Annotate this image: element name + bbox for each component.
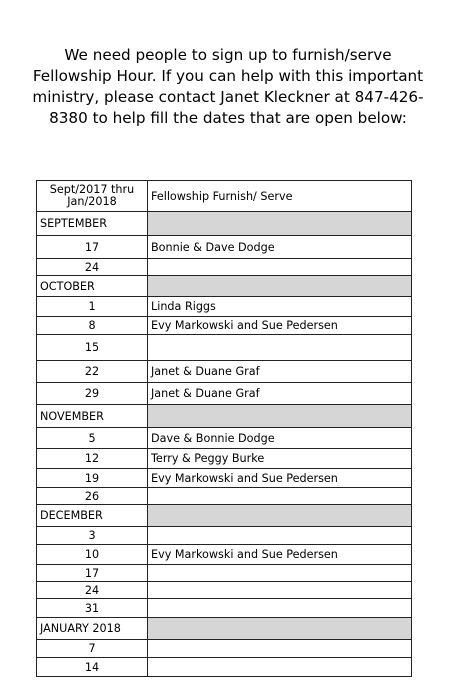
volunteer-cell[interactable]: Terry & Peggy Burke <box>148 449 412 469</box>
month-fill-cell <box>148 618 412 640</box>
month-label: OCTOBER <box>37 276 148 297</box>
table-row <box>37 469 412 488</box>
table-row <box>37 545 412 565</box>
date-cell: 24 <box>37 582 148 599</box>
date-cell: 24 <box>37 259 148 276</box>
date-cell: 7 <box>37 640 148 658</box>
table-row <box>37 361 412 383</box>
table-row <box>37 527 412 545</box>
date-cell: 1 <box>37 297 148 317</box>
table-row <box>37 488 412 505</box>
intro-paragraph <box>28 45 428 129</box>
table-row <box>37 640 412 658</box>
table-row <box>37 582 412 599</box>
volunteer-cell[interactable] <box>148 658 412 677</box>
month-row <box>37 405 412 428</box>
volunteer-cell[interactable] <box>148 640 412 658</box>
intro-line: 8380 to help fill the dates that are open below: <box>49 109 407 127</box>
date-cell: 12 <box>37 449 148 469</box>
table-row <box>37 259 412 276</box>
volunteer-cell[interactable]: Evy Markowski and Sue Pedersen <box>148 469 412 488</box>
month-label: DECEMBER <box>37 505 148 527</box>
table-row <box>37 565 412 582</box>
month-label: SEPTEMBER <box>37 212 148 236</box>
table-row <box>37 599 412 618</box>
volunteer-cell[interactable] <box>148 335 412 361</box>
volunteer-cell[interactable] <box>148 565 412 582</box>
volunteer-cell[interactable] <box>148 527 412 545</box>
table-row <box>37 317 412 335</box>
table-row <box>37 236 412 259</box>
date-cell: 22 <box>37 361 148 383</box>
volunteer-cell[interactable]: Bonnie & Dave Dodge <box>148 236 412 259</box>
date-cell: 26 <box>37 488 148 505</box>
date-cell: 3 <box>37 527 148 545</box>
table-row <box>37 383 412 405</box>
date-cell: 29 <box>37 383 148 405</box>
volunteer-cell[interactable]: Janet & Duane Graf <box>148 361 412 383</box>
date-cell: 15 <box>37 335 148 361</box>
date-cell: 8 <box>37 317 148 335</box>
signup-table <box>36 180 412 677</box>
date-header-line1: Sept/2017 thru <box>49 183 135 196</box>
date-cell: 19 <box>37 469 148 488</box>
volunteer-cell[interactable]: Janet & Duane Graf <box>148 383 412 405</box>
month-fill-cell <box>148 505 412 527</box>
month-row <box>37 276 412 297</box>
month-fill-cell <box>148 212 412 236</box>
table-row <box>37 449 412 469</box>
date-header-line2: Jan/2018 <box>67 195 117 208</box>
month-label: JANUARY 2018 <box>37 618 148 640</box>
volunteer-cell[interactable] <box>148 582 412 599</box>
volunteer-cell[interactable]: Linda Riggs <box>148 297 412 317</box>
month-row <box>37 618 412 640</box>
volunteer-cell[interactable]: Dave & Bonnie Dodge <box>148 428 412 449</box>
date-cell: 10 <box>37 545 148 565</box>
date-cell: 17 <box>37 565 148 582</box>
volunteer-cell[interactable] <box>148 259 412 276</box>
intro-line: Fellowship Hour. If you can help with this important <box>32 67 424 85</box>
month-row <box>37 212 412 236</box>
volunteer-cell[interactable] <box>148 488 412 505</box>
volunteer-cell[interactable] <box>148 599 412 618</box>
volunteer-cell[interactable]: Evy Markowski and Sue Pedersen <box>148 317 412 335</box>
table-row <box>37 658 412 677</box>
date-cell: 14 <box>37 658 148 677</box>
volunteer-cell[interactable]: Evy Markowski and Sue Pedersen <box>148 545 412 565</box>
date-cell: 17 <box>37 236 148 259</box>
month-fill-cell <box>148 276 412 297</box>
month-fill-cell <box>148 405 412 428</box>
table-body <box>37 212 412 677</box>
date-column-header <box>37 181 148 212</box>
table-row <box>37 335 412 361</box>
name-column-header: Fellowship Furnish/ Serve <box>148 181 412 212</box>
table-row <box>37 428 412 449</box>
month-row <box>37 505 412 527</box>
date-cell: 5 <box>37 428 148 449</box>
intro-line: ministry, please contact Janet Kleckner at 847-426- <box>32 88 424 106</box>
intro-line: We need people to sign up to furnish/serve <box>64 46 392 64</box>
date-cell: 31 <box>37 599 148 618</box>
table-header-row <box>37 181 412 212</box>
month-label: NOVEMBER <box>37 405 148 428</box>
table-row <box>37 297 412 317</box>
